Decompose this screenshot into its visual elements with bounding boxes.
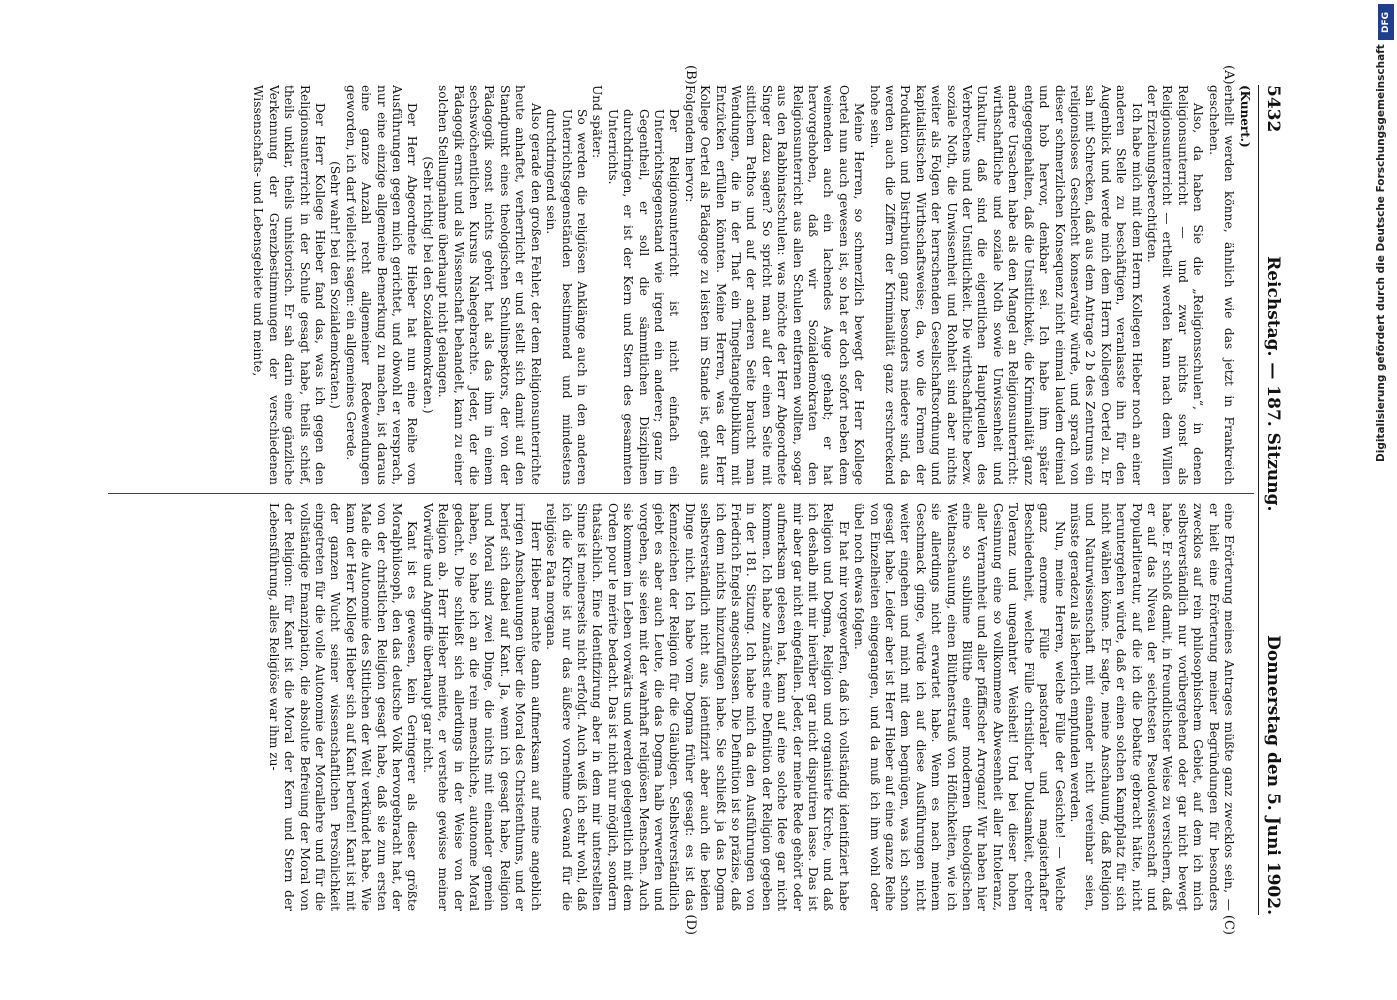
right-column (108, 503, 1236, 911)
side-mark-c: (C) (1221, 914, 1236, 935)
rotated-page (98, 65, 1298, 935)
header-left-title: Reichstag. — 187. Sitzung. (1263, 256, 1283, 512)
column-divider (108, 493, 1254, 494)
paragraph: eine Erörterung meines Antrages müßte ganz zwecklos sein, — er hielt eine Erörterung meiner Begründungen für besonders zwecklos auf rein philosophischem Gebiet, auf dem ich mich selbstverständlich nur vorübergehend oder gar nicht bewegt habe. Er schloß damit, in freundlichster Weise zu versichern, daß er auf das Niveau der seichtesten Pseudowissenschaft und Popularliteratur, auf die ich die Debatte gebracht hätte, nicht heruntergehen würde, daß er einen solchen Kampfplatz für sich nicht wählen könne. Er sagte, meine Anschauung, daß Religion und Naturwissenschaft mit einander nicht vereinbar seien, müsste geradezu als lächerlich empfunden werden. (1067, 503, 1236, 911)
paragraph: Nun, meine Herren, welche Fülle der Gesichte! — Welche ganz enorme Fülle pastoraler und magisterhafter Beschiedenheit, welche Fülle christlicher Duldsamkeit, echter Toleranz und ungeahnter Weisheit! Und bei dieser hohen Gesinnung eine so vollkommene Abwesenheit aller Intoleranz, aller Verrannheit und aller pfäffischer Arroganz! Wir haben hier eine so sublime Blüthe einer modernen theologischen Weltanschauung, einen Blüthenstrauß von Höflichkeiten, wie ich sie allerdings nicht erwartet habe. Wenn es nach meinem Geschmack ginge, würde ich auf diese Ausführungen nicht weiter eingehen und mich mit dem begnügen, was ich schon gesagt habe. Leider aber ist Herr Hieber auf eine ganze Reihe von Einzelheiten eingegangen, und da muß ich ihm wohl oder übel noch etwas folgen. (852, 503, 1067, 911)
quotation: So werden die religiösen Anklänge auch in den anderen Unterrichtsgegenständen bestimmend und mindestens durchdringend sein. (544, 109, 589, 485)
side-mark-a: (A) (1221, 65, 1236, 85)
dfg-logo: DFG (1378, 4, 1394, 40)
paragraph: Ich habe mich mit dem Herrn Kollegen Hieber noch an einer anderen Stelle zu beschäftigen, veranlasste ihn für den Augenblick und werde mich dem Herrn Kollegen Oertel zu. Er sah mit Schrecken, daß aus dem Antrage 2 b des Zentrums ein religionsloses Geschlecht konservativ würde, und sprach von dieser schmerzlichen Konsequenz nicht einmal laudem dreimal und hob hervor, denkbar sei. Ich habe ihm später entgegengehalten, daß die Unsittlichkeit, die Kriminalität ganz andere Ursachen habe als den Mangel an Religionsunterricht: wirthschaftliche und soziale Noth sowie Unwissenheit und Unkultur, daß sind die eigentlichen Hauptquellen des Verbrechens und der Unsittlichkeit. Die wirthschaftliche bezw. soziale Noth, die Unwissenheit und Rohheit sind aber nichts weiter als Folgen der herrschenden Gesellschaftsordnung und kapitalistischen Wirthschaftsweise; da, wo die Formen der Produktion und Distribution ganz besonders niedere sind, da werden auch die Ziffern der Kriminalität ganz erschreckend hohe sein. (867, 85, 1144, 485)
paragraph: erhellt werden könne, ähnlich wie das jetzt in Frankreich geschehen. (1206, 85, 1236, 485)
paragraph: Herr Hieber machte dann aufmerksam auf meine angeblich irrigen Anschauungen über die Moral des Christenthums, und er berief sich dabei auf Kant. Ja, wenn ich gesagt habe, Religion und Moral sind zwei Dinge, die nichts mit einander gemein haben, so habe ich an die rein menschliche, autonome Moral gedacht. Die schließt sich allerdings in der Weise von der Religion ab. Herr Hieber meinte, er verstehe gewisse meiner Vorwürfe und Angriffe überhaupt gar nicht. (420, 503, 543, 911)
dfg-credit: Digitalisierung gefördert durch die Deutsche Forschungsgemeinschaft (1375, 44, 1387, 462)
side-mark-d: (D) (683, 914, 698, 935)
paragraph: Der Herr Abgeordnete Hieber hat nun eine Reihe von Ausführungen gegen mich gerichtet, und obwohl er versprach, nur eine einzige allgemeine Bemerkung zu machen, ist daraus eine ganze Anzahl recht allgemeiner Redewendungen geworden, ich darf vielleicht sagen: ein allgemeines Gerede. (343, 85, 420, 485)
paragraph: Also, da haben Sie die „Religionsschulen“, in denen Religionsunterricht — und zwar nichts sonst als Religionsunterricht — ertheilt werden kann nach dem Willen der Erziehungsberechtigten. (1144, 85, 1206, 485)
header-right-title: Donnerstag den 5. Juni 1902. (1263, 635, 1283, 915)
page-header (1258, 85, 1290, 915)
side-mark-b: (B) (683, 65, 698, 85)
paragraph: Kant ist es gewesen, kein Geringerer als dieser größte Moralphilosoph, den das deutsche Volk hervorgebracht hat, der von der christlichen Religion gesagt habe, daß sie zum ersten Male die Autonomie des Sittlichen der Welt verkündet habe. Wie kann der Herr Kollege Hieber sich auf Kant berufen! Kant ist mit der ganzen Wucht seiner wissenschaftlichen Persönlichkeit eingetreten für die volle Autonomie der Morallehre und für die vollständige Emanzipation, die absolute Befreiung der Moral von der Religion: für Kant ist die Moral der Kern und Stern der Lebensführung, alles Religiöse war ihm zu- (266, 503, 420, 911)
paragraph: Und später: (590, 85, 605, 159)
paragraph: Er hat mir vorgeworfen, daß ich vollständig identifiziert habe Religion und Dogma, Religion und organisirte Kirche, und daß ich deshalb mit mir hierüber gar nicht disputiren lasse. Das ist mir aber gar nicht eingefallen. Jeder, der meine Rede gehört oder aufmerksam gelesen hat, kann auf eine solche Idee gar nicht kommen. Ich habe zunächst eine Definition der Religion gegeben in der 181. Sitzung. Ich habe mich da den Ausführungen von Friedrich Engels angeschlossen. Die Definition ist so präzise, daß ich dem nichts hinzuzufügen habe. Sie schließt ja das Dogma selbstverständlich nicht aus, identifizirt aber auch die beiden Dinge nicht. Ich habe vom Dogma früher gesagt: es ist das Kennzeichen der Religion für die Gläubigen. Selbstverständlich giebt es aber auch Leute, die das Dogma halb verwerfen und vorgeben, sie seien mit der wahrhaft religiösen Menschen. Auch sie kommen im Leben vorwärts und werden gelegentlich mit dem Orden pour le mérite bedacht. Das ist nicht nur möglich, sondern thatsächlich. Eine Identifizirung aber in dem mir unterstellten Sinne ist meinerseits nicht erfolgt. Auch weiß ich sehr wohl, daß ich die Kirche ist nur das äußere vornehme Gewand für die religiöse Fata morgana. (544, 503, 851, 911)
quotation: Der Religionsunterricht ist nicht einfach ein Unterrichtsgegenstand wie irgend ein anderer; ganz im Gegentheil, er soll die sämmtlichen Disziplinen durchdringen, er ist der Kern und Stern des gesammten Unterrichts. (605, 109, 682, 485)
left-column (108, 85, 1236, 485)
page-number: 5432 (1263, 85, 1283, 133)
interjection: (Sehr wahr! bei den Sozialdemokraten.) (328, 161, 343, 409)
paragraph: Also gerade den großen Fehler, der dem Religionsunterrichte heute anhaftet, verherrlicht er und stellt sich damit auf den Standpunkt eines theologischen Schulinspektors, der von der Pädagogik sonst nichts gehört hat als das ihm in einem sechswöchentlichen Kursus Nahegebrachte. Jeder, der die Pädagogik ernst und als Wissenschaft behandelt, kann zu einer solchen Stellungnahme überhaupt nicht gelangen. (436, 85, 543, 485)
speaker-label: (Kunert.) (1238, 85, 1252, 148)
paragraph: Meine Herren, so schmerzlich bewegt der Herr Kollege Oertel nun auch gewesen ist, so hat er doch sofort neben dem weinenden auch ein lachendes Auge gehabt; er hat hervorgehoben, daß wir Sozialdemokraten den Religionsunterricht aus allen Schulen entfernen wollten, sogar aus den Rabbinatsschulen: was möchte der Herr Abgeordnete Singer dazu sagen? So spricht man auf der einen Seite mit sittlichem Pathos und auf der anderen Seite braucht man Wendungen, die in der That ein Tingeltangelpublikum mit Entzücken erfüllen könnten. Meine Herren, was der Herr Kollege Oertel als Pädagoge zu leisten im Stande ist, geht aus Folgendem hervor: (682, 85, 867, 485)
interjection: (Sehr richtig! bei den Sozialdemokraten.) (420, 156, 435, 414)
paragraph: Der Herr Kollege Hieber fand das, was ich gegen den Religionsunterricht in der Schule gesagt habe, theils schief, theils unklar, theils unhistorisch. Er sah darin eine gänzliche Verkennung der Grenzbestimmungen der verschiedenen Wissenschafts- und Lebensgebiete und meinte, (251, 85, 328, 485)
